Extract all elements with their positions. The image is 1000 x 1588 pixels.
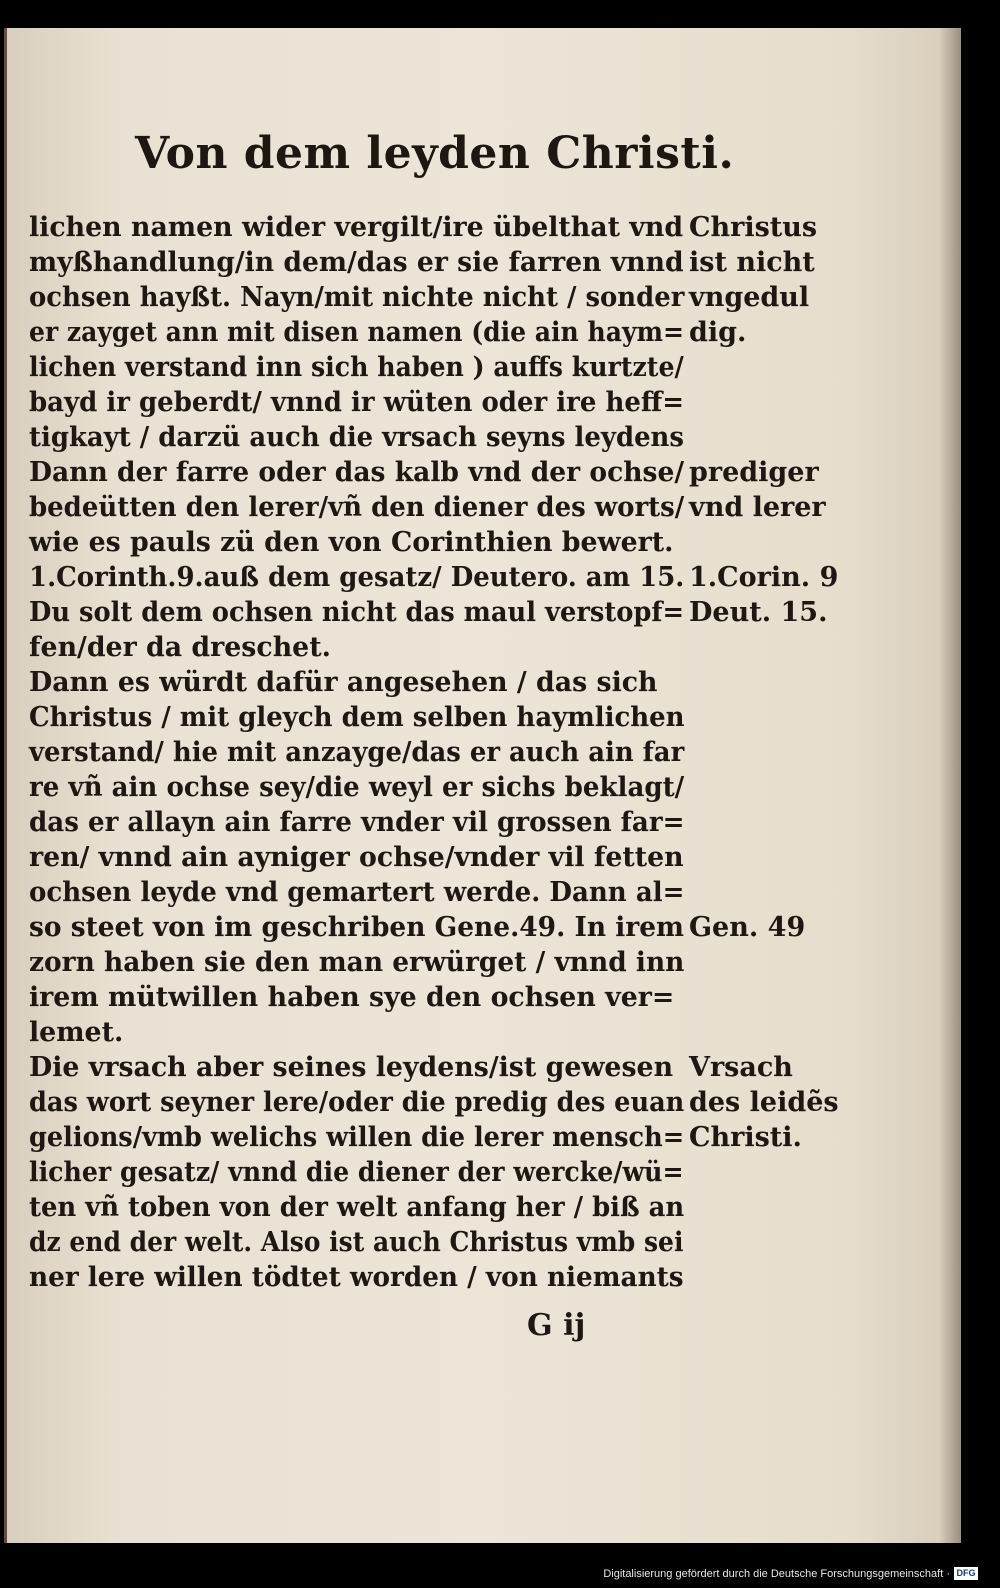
margin-note: Gen. 49 (689, 912, 806, 943)
text-line: myßhandlung/in dem/das er sie farren vnnd (29, 247, 684, 278)
text-line: lemet. (29, 1017, 124, 1048)
footer-credit-text: Digitalisierung gefördert durch die Deutsche Forschungsgemeinschaft · (603, 1567, 950, 1580)
text-line: wie es pauls zü den von Corinthien bewert. (29, 527, 674, 558)
text-line: das er allayn ain farre vnder vil grossen far= (29, 807, 685, 838)
text-line: verstand/ hie mit anzayge/das er auch ain far (29, 737, 685, 768)
text-line: lichen namen wider vergilt/ire übelthat vnd (29, 212, 684, 243)
text-line: Dann der farre oder das kalb vnd der ochse/ (29, 457, 685, 488)
text-line: dz end der welt. Also ist auch Christus vmb sei (29, 1227, 684, 1258)
margin-note: vngedul (689, 282, 810, 313)
margin-note: Deut. 15. (689, 597, 828, 628)
margin-note: ist nicht (689, 247, 815, 278)
text-line: zorn haben sie den man erwürget / vnnd inn (29, 947, 685, 978)
text-line: ren/ vnnd ain ayniger ochse/vnder vil fetten (29, 842, 684, 873)
text-line: bedeütten den lerer/vñ den diener des worts/ (29, 492, 685, 523)
text-line: licher gesatz/ vnnd die diener der wercke/wü= (29, 1157, 684, 1188)
text-line: lichen verstand inn sich haben ) auffs kurtzte/ (29, 352, 684, 383)
text-line: Dann es würdt dafür angesehen / das sich (29, 667, 658, 698)
running-head: Von dem leyden Christi. (135, 128, 735, 179)
text-line: Die vrsach aber seines leydens/ist gewesen (29, 1052, 674, 1083)
text-line: er zayget ann mit disen namen (die ain haym= (29, 317, 685, 348)
text-line: das wort seyner lere/oder die predig des euan (29, 1087, 685, 1118)
text-line: Christus / mit gleych dem selben haymlichen (29, 702, 685, 733)
text-line: ochsen hayßt. Nayn/mit nichte nicht / sonder (29, 282, 685, 313)
dfg-logo: DFG (954, 1567, 978, 1580)
text-line: ochsen leyde vnd gemartert werde. Dann al= (29, 877, 685, 908)
margin-note: Christus (689, 212, 818, 243)
margin-note: prediger (689, 457, 819, 488)
text-line: 1.Corinth.9.auß dem gesatz/ Deutero. am 15. (29, 562, 685, 593)
margin-note: des leidẽs (689, 1087, 839, 1118)
text-line: tigkayt / darzü auch die vrsach seyns leydens (29, 422, 685, 453)
margin-note: Christi. (689, 1122, 802, 1153)
margin-note: 1.Corin. 9 (689, 562, 839, 593)
text-line: ner lere willen tödtet worden / von niemants (29, 1262, 684, 1293)
signature-mark: G ij (527, 1308, 586, 1343)
margin-note: dig. (689, 317, 747, 348)
text-line: so steet von im geschriben Gene.49. In irem (29, 912, 685, 943)
margin-note: vnd lerer (689, 492, 826, 523)
text-line: bayd ir geberdt/ vnnd ir wüten oder ire heff= (29, 387, 685, 418)
text-line: gelions/vmb welichs willen die lerer mensch= (29, 1122, 685, 1153)
text-line: ten vñ toben von der welt anfang her / biß an (29, 1192, 685, 1223)
text-line: Du solt dem ochsen nicht das maul verstopf= (29, 597, 685, 628)
text-line: irem mütwillen haben sye den ochsen ver= (29, 982, 675, 1013)
margin-note: Vrsach (689, 1052, 793, 1083)
text-line: re vñ ain ochse sey/die weyl er sichs beklagt/ (29, 772, 685, 803)
text-line: fen/der da dreschet. (29, 632, 331, 663)
main-text-column (29, 210, 689, 1295)
book-page (4, 28, 961, 1543)
footer-credit (603, 1567, 978, 1580)
